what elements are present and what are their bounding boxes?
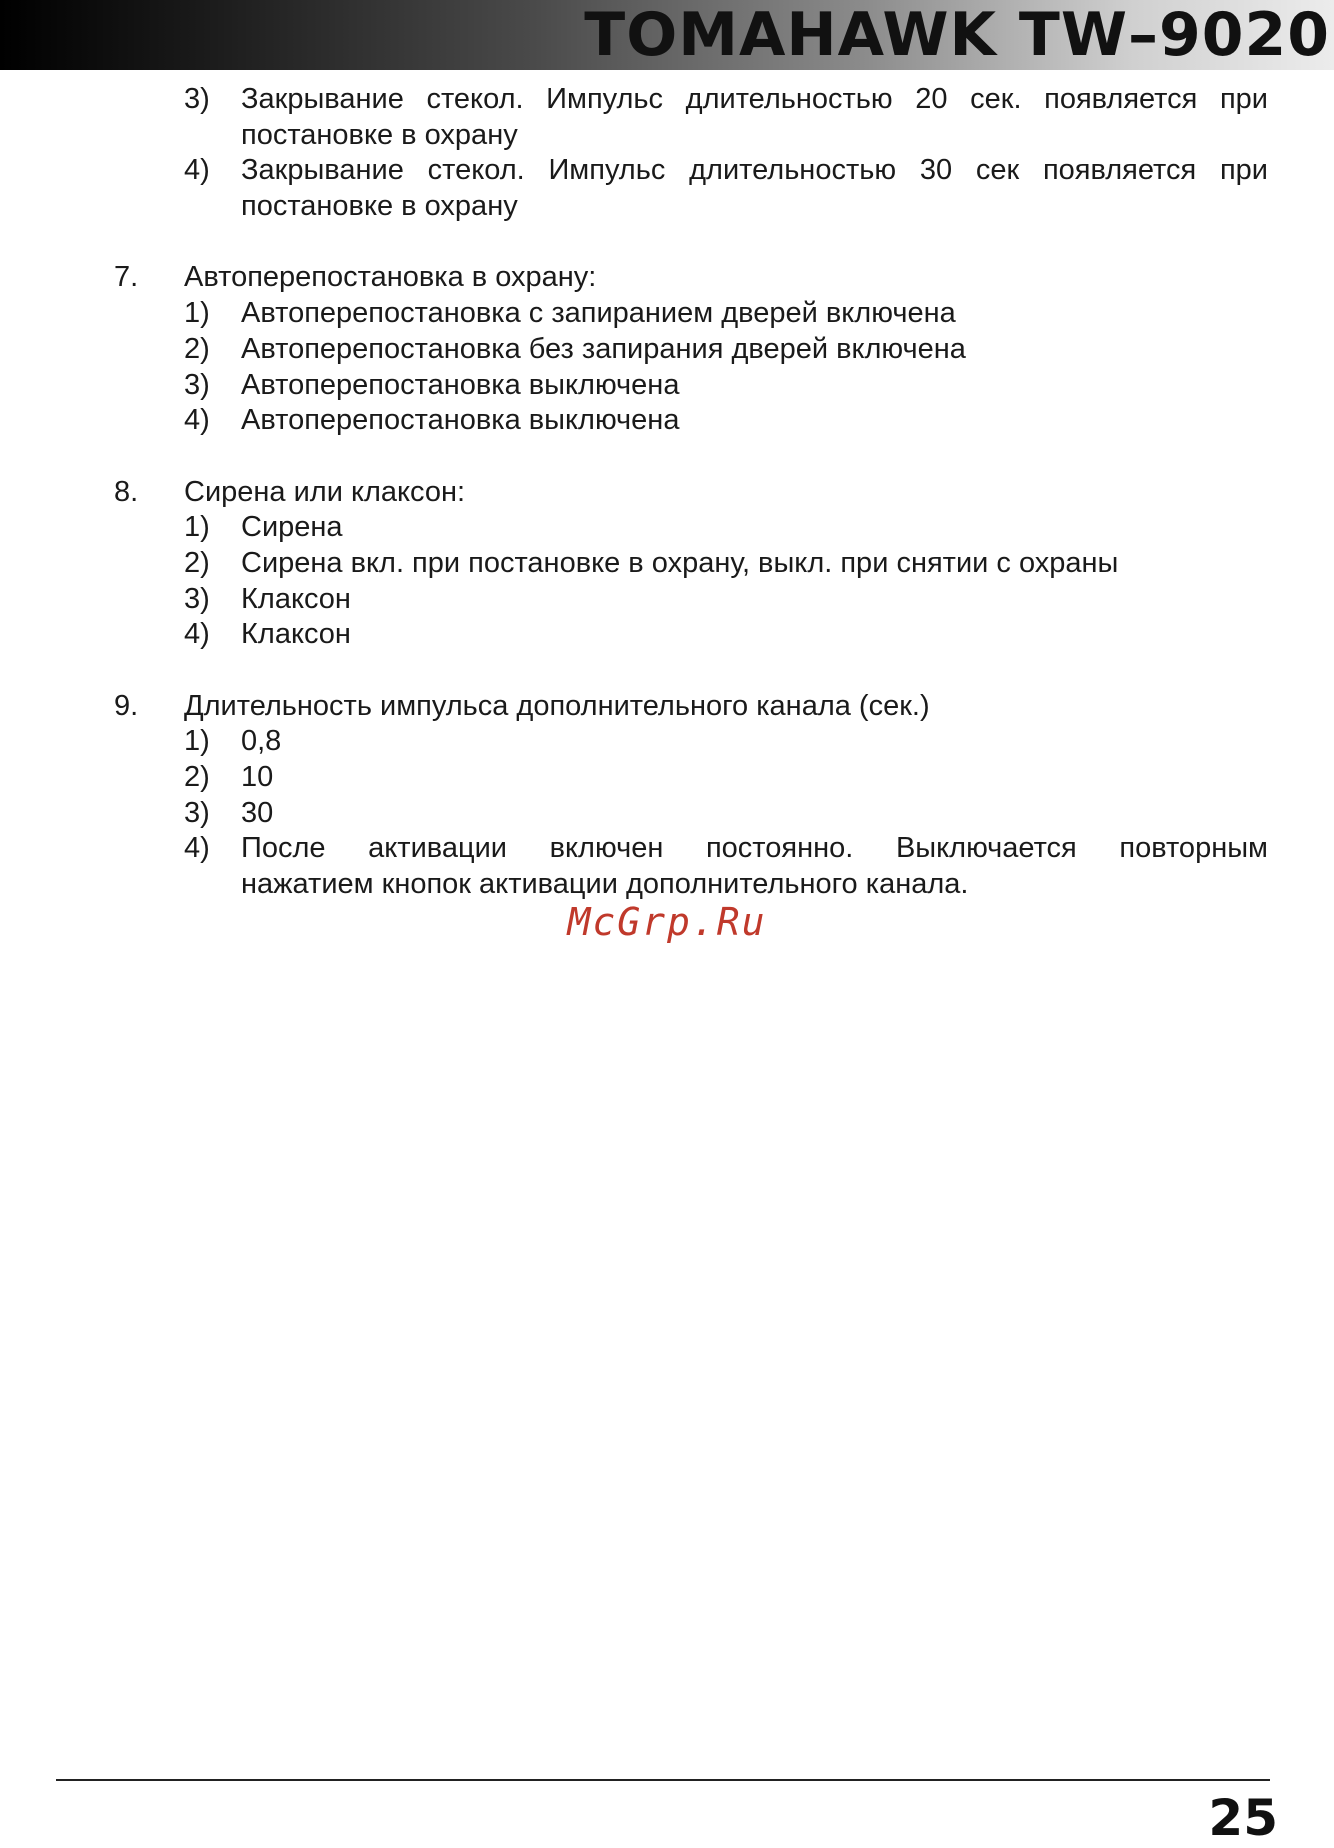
item-text: Автоперепостановка выключена (241, 404, 680, 437)
list-item (0, 510, 1334, 546)
item-text: Закрывание стекол. Импульс длительностью 30 сек появляется при (241, 154, 1268, 187)
item-text: 0,8 (241, 725, 282, 758)
header-bar (0, 0, 1334, 70)
item-text: Клаксон (241, 618, 351, 651)
item-text: Автоперепостановка без запирания дверей включена (241, 332, 966, 365)
list-item (0, 368, 1334, 404)
item-text: постановке в охрану (241, 118, 518, 151)
item-number: 4) (184, 154, 210, 187)
list-item (0, 831, 1334, 867)
item-number: 3) (184, 83, 210, 115)
item-text: После активации включен постоянно. Выключается повторным (241, 832, 1268, 865)
list-item (0, 403, 1334, 439)
watermark: McGrp.Ru (567, 900, 767, 944)
footer-divider (56, 1779, 1270, 1781)
item-number: 2) (184, 546, 210, 579)
list-item (0, 296, 1334, 332)
item-text: Сирена вкл. при постановке в охрану, выкл. при снятии с охраны (241, 546, 1119, 579)
section-heading (0, 689, 1334, 725)
item-text: Клаксон (241, 582, 351, 615)
list-item (0, 760, 1334, 796)
spacer (0, 653, 1334, 689)
section-number: 8. (114, 475, 139, 508)
item-text: Автоперепостановка выключена (241, 368, 680, 401)
item-number: 3) (184, 582, 210, 615)
list-item (0, 82, 1334, 118)
item-number: 2) (184, 761, 210, 794)
spacer (0, 225, 1334, 261)
document-content (0, 82, 1334, 903)
item-number: 1) (184, 725, 210, 758)
item-text: постановке в охрану (241, 190, 518, 223)
page-number: 25 (1208, 1789, 1278, 1847)
list-item (0, 796, 1334, 832)
item-number: 1) (184, 511, 210, 544)
item-number: 3) (184, 368, 210, 401)
item-text: нажатием кнопок активации дополнительного канала. (241, 868, 969, 901)
item-number: 4) (184, 404, 210, 437)
item-number: 3) (184, 796, 210, 829)
list-item (0, 332, 1334, 368)
item-text: 30 (241, 796, 274, 829)
list-item (0, 546, 1334, 582)
item-text: Автоперепостановка с запиранием дверей включена (241, 297, 956, 330)
section-heading (0, 475, 1334, 511)
item-number: 4) (184, 618, 210, 651)
section-number: 7. (114, 261, 139, 294)
item-number: 4) (184, 832, 210, 865)
section-title: Сирена или клаксон: (184, 475, 466, 508)
list-item (0, 582, 1334, 618)
spacer (0, 439, 1334, 475)
section-title: Длительность импульса дополнительного канала (сек.) (184, 689, 930, 722)
list-item (0, 724, 1334, 760)
list-item-continuation (0, 118, 1334, 154)
item-text: Закрывание стекол. Импульс длительностью 20 сек. появляется при (241, 83, 1268, 115)
item-number: 1) (184, 297, 210, 330)
list-item-continuation (0, 867, 1334, 903)
item-number: 2) (184, 332, 210, 365)
list-item-continuation (0, 189, 1334, 225)
list-item (0, 153, 1334, 189)
item-text: Сирена (241, 511, 343, 544)
section-number: 9. (114, 689, 139, 722)
section-heading (0, 260, 1334, 296)
section-title: Автоперепостановка в охрану: (184, 261, 597, 294)
item-text: 10 (241, 761, 274, 794)
header-title: TOMAHAWK TW–9020 (584, 0, 1330, 70)
list-item (0, 617, 1334, 653)
